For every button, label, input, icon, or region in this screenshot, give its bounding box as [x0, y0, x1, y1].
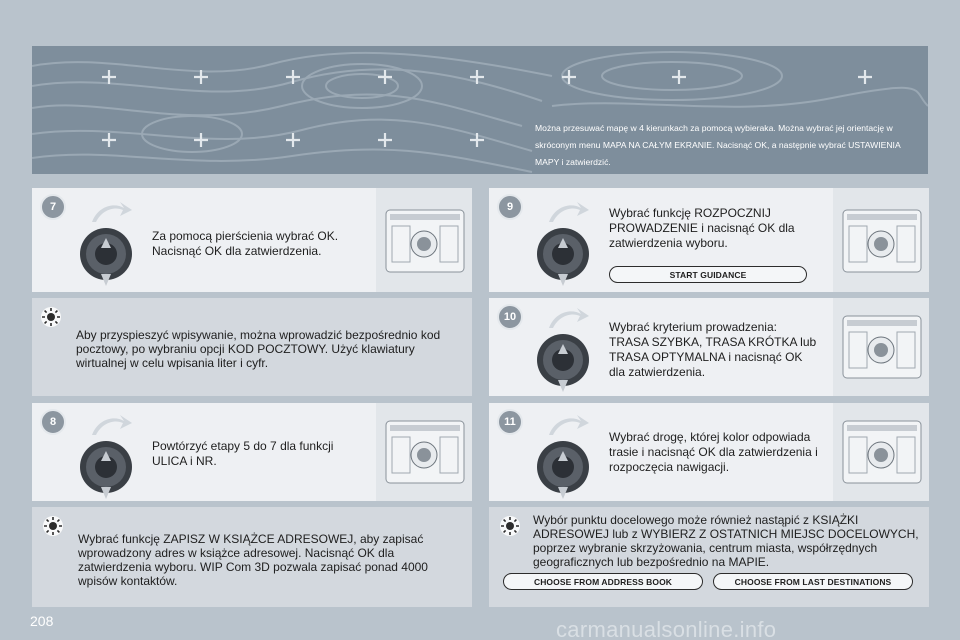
rotary-knob-icon [78, 409, 134, 501]
radio-unit-icon [833, 298, 929, 396]
radio-unit-icon [376, 403, 472, 501]
step-badge-7: 7 [40, 194, 66, 220]
step-text-10: Wybrać kryterium prowadzenia: TRASA SZYBKA, TRASA KRÓTKA lub TRASA OPTYMALNA i nacisnąć OK dla zatwierdzenia. [609, 320, 817, 379]
step-badge-11: 11 [497, 409, 523, 435]
choose-from-last-destinations-button[interactable]: CHOOSE FROM LAST DESTINATIONS [713, 573, 913, 590]
step-text-7: Za pomocą pierścienia wybrać OK. Nacisnąć OK dla zatwierdzenia. [152, 229, 339, 258]
tip-sun-icon [499, 515, 521, 537]
map-description: Można przesuwać mapę w 4 kierunkach za pomocą wybieraka. Można wybrać jej orientację w skróconym menu MAPA NA CAŁYM EKRANIE. Nacisnąć OK, a następnie wybrać USTAWIENIA MAPY i zatwierdzić. [535, 123, 901, 167]
radio-unit-11 [833, 403, 929, 501]
step-card-9 [489, 188, 929, 292]
tip-text-postcode: Aby przyspieszyć wpisywanie, można wprowadzić bezpośrednio kod pocztowy, po wybraniu opcji KOD POCZTOWY. Użyć klawiatury wirtualnej w celu wpisania liter i cyfr. [76, 328, 441, 370]
page-number: 208 [30, 613, 54, 629]
step-card-10 [489, 298, 929, 396]
tip-sun-icon [42, 515, 64, 537]
step-badge-10: 10 [497, 304, 523, 330]
step-text-11: Wybrać drogę, której kolor odpowiada trasie i nacisnąć OK dla zatwierdzenia i rozpoczęcia nawigacji. [609, 430, 818, 474]
radio-unit-10 [833, 298, 929, 396]
tip-sun-icon [40, 306, 62, 328]
step-card-7 [32, 188, 472, 292]
tip-text-address-book: Wybrać funkcję ZAPISZ W KSIĄŻCE ADRESOWEJ, aby zapisać wprowadzony adres w książce adresowej. Nacisnąć OK dla zatwierdzenia wyboru. WIP Com 3D pozwala zapisać ponad 4000 wpisów kontaktów. [78, 532, 428, 588]
watermark: carmanualsonline.info [556, 617, 777, 640]
tip-card-postcode [32, 298, 472, 396]
step-card-8 [32, 403, 472, 501]
radio-unit-icon [833, 403, 929, 501]
rotary-knob-icon [535, 409, 591, 501]
radio-unit-8 [376, 403, 472, 501]
tip-card-destination [489, 507, 929, 607]
tip-card-address-book [32, 507, 472, 607]
rotary-knob-icon [78, 196, 134, 288]
rotary-knob-icon [535, 302, 591, 394]
choose-from-address-book-button[interactable]: CHOOSE FROM ADDRESS BOOK [503, 573, 703, 590]
radio-unit-icon [376, 188, 472, 292]
start-guidance-button[interactable]: START GUIDANCE [609, 266, 807, 283]
radio-unit-9 [833, 188, 929, 292]
rotary-knob-icon [535, 196, 591, 288]
step-text-9: Wybrać funkcję ROZPOCZNIJ PROWADZENIE i nacisnąć OK dla zatwierdzenia wyboru. [609, 206, 795, 250]
step-text-8: Powtórzyć etapy 5 do 7 dla funkcji ULICA i NR. [152, 439, 334, 468]
step-card-11 [489, 403, 929, 501]
map-banner [32, 46, 928, 174]
radio-unit-icon [833, 188, 929, 292]
radio-unit-7 [376, 188, 472, 292]
step-badge-8: 8 [40, 409, 66, 435]
step-badge-9: 9 [497, 194, 523, 220]
tip-text-destination: Wybór punktu docelowego może również nastąpić z KSIĄŻKI ADRESOWEJ lub z WYBIERZ Z OSTATNICH MIEJSC DOCELOWYCH, poprzez wybranie skrzyżowania, centrum miasta, współrzędnych geograficznych lub bezpośrednio na MAPIE. [533, 513, 919, 569]
